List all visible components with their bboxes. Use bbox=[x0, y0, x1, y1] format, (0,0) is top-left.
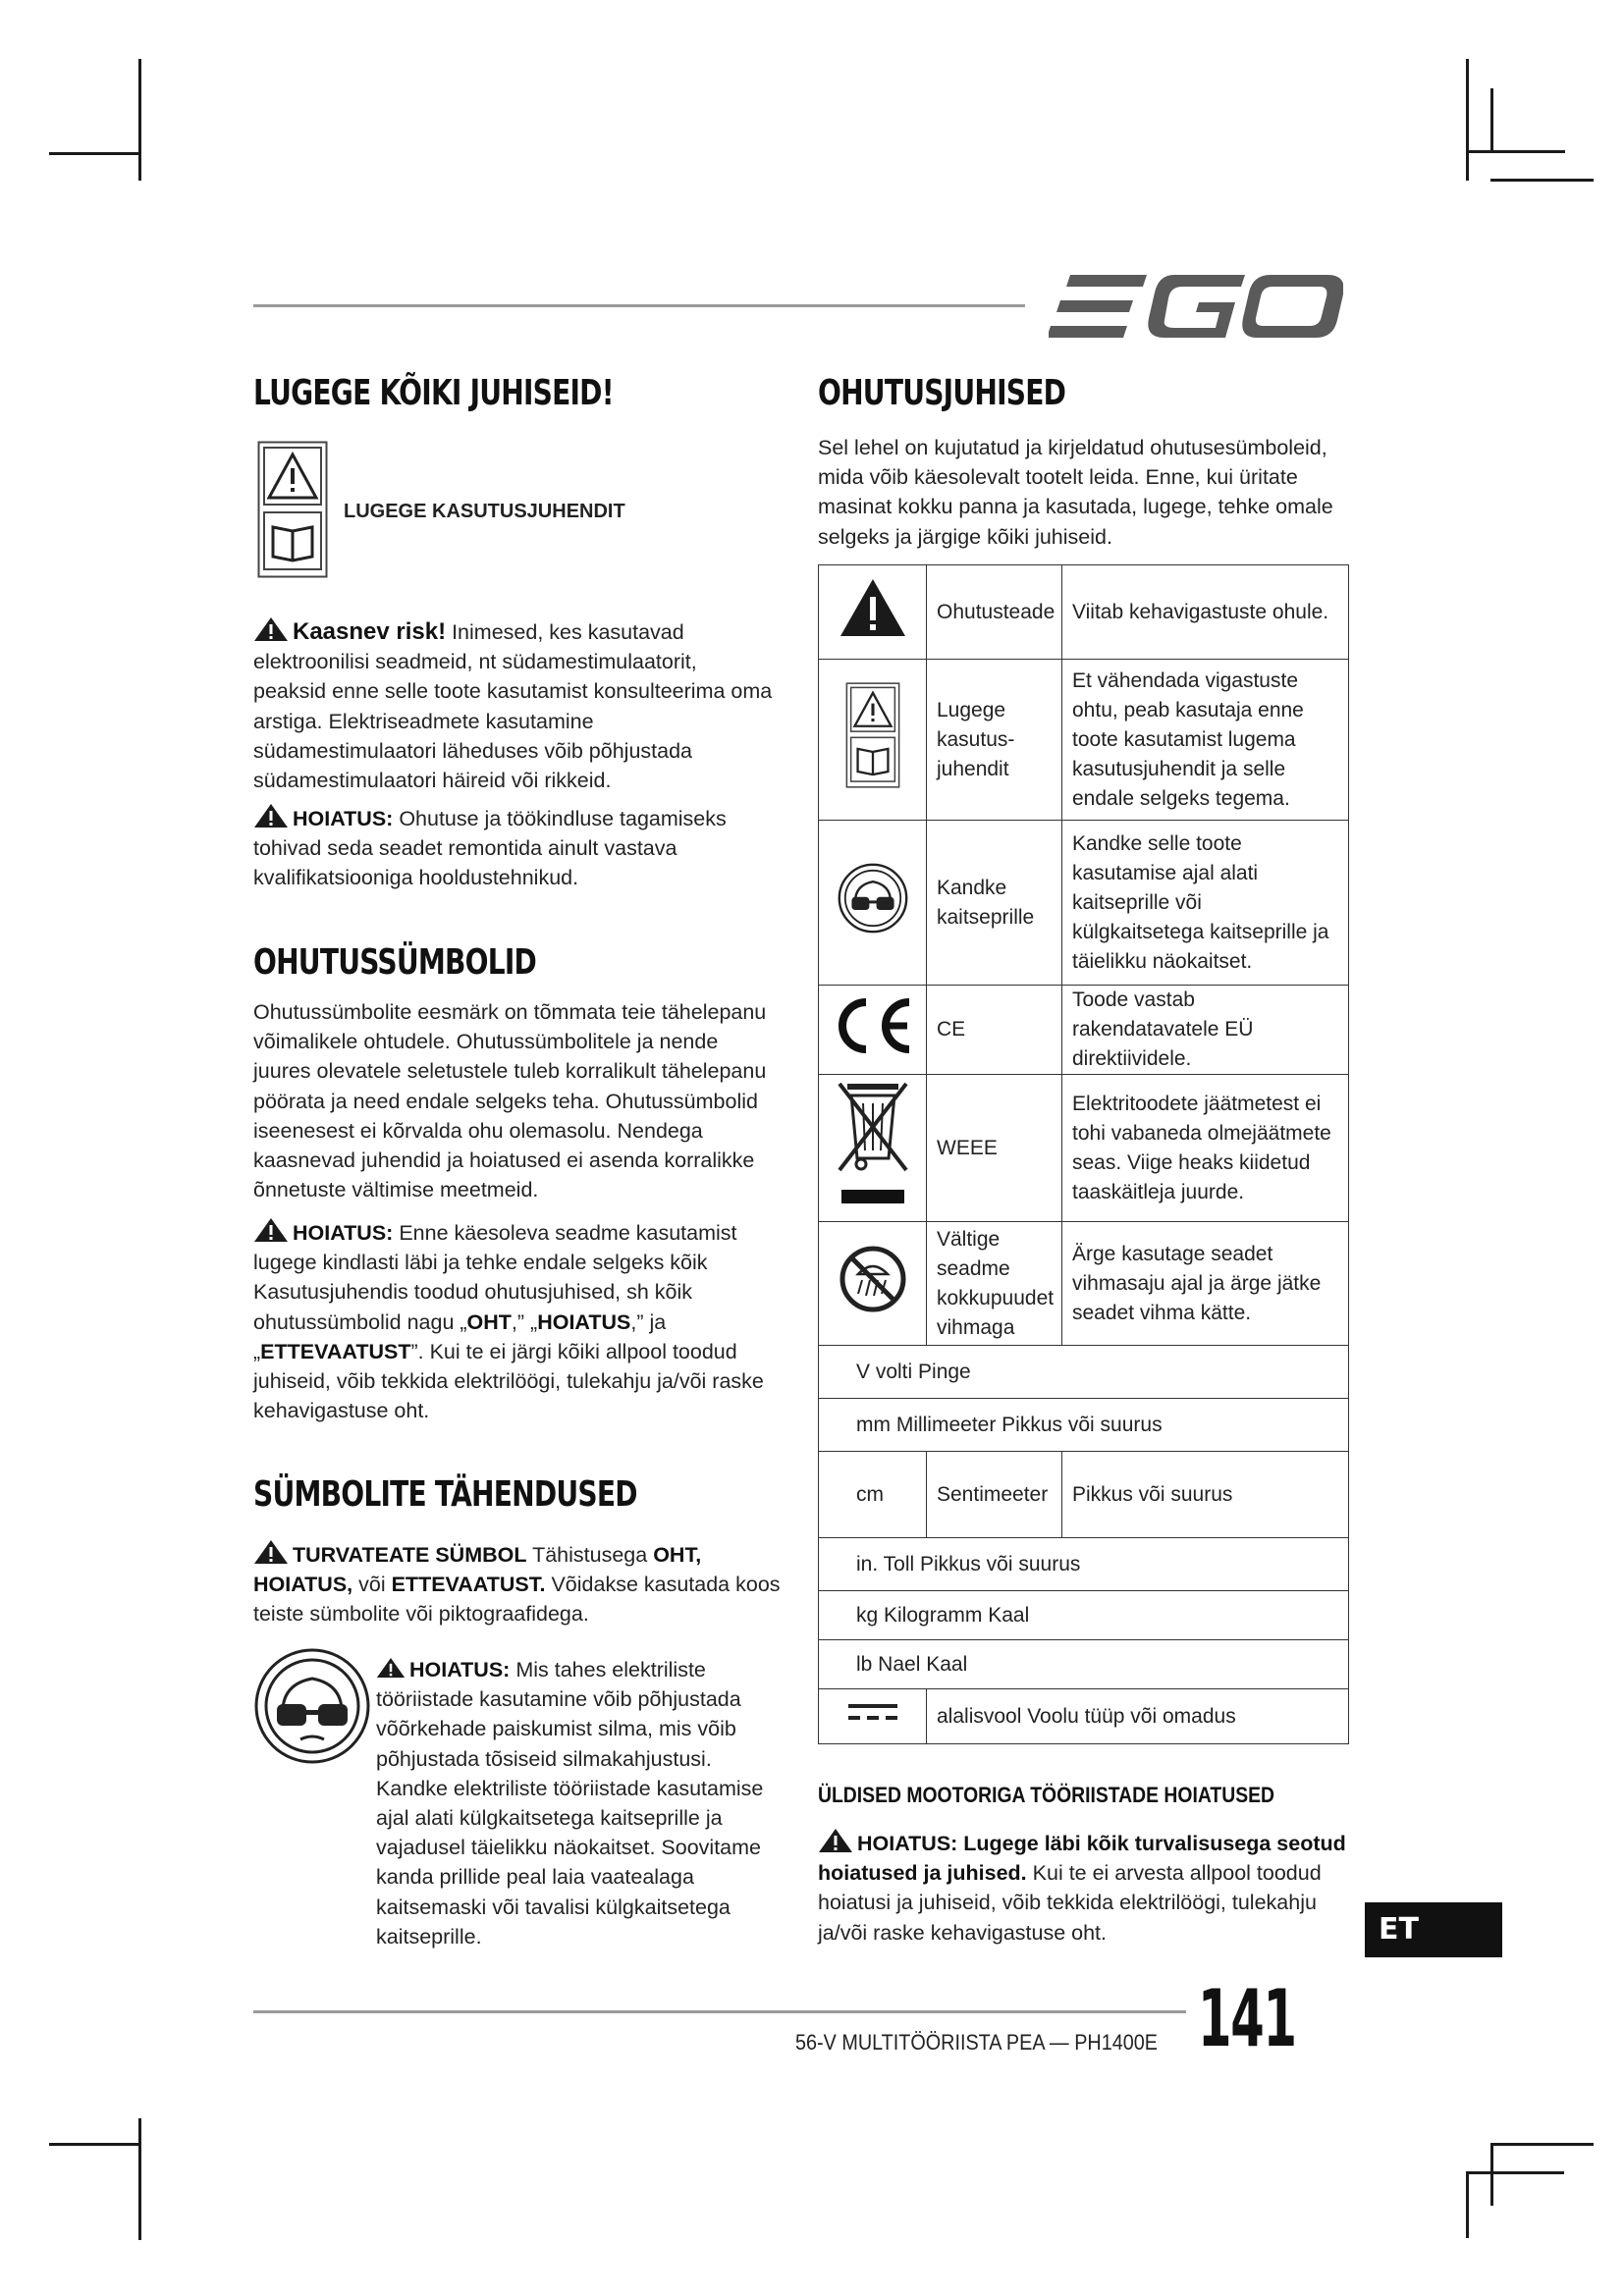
general-warnings-paragraph: HOIATUS: Lugege läbi kõik turvalisusega seotud hoiatused ja juhised. Kui te ei arvesta allpool toodud hoiatusi ja juhiseid, võib tekkida elektrilöögi, tulekahju ja/või raske kehavigastuse oht. bbox=[818, 1828, 1348, 1948]
safety-glasses-icon bbox=[253, 1647, 371, 1765]
table-row: kg Kilogramm Kaal bbox=[819, 1591, 1349, 1640]
risk-paragraph: Kaasnev risk! Inimesed, kes kasutavad elektroonilisi seadmeid, nt südamestimulaatorit, peaksid enne selle toote kasutamist konsulteerima oma arstiga. Elektriseadmete kasutamine südamestimulaatori läheduses võib põhjustada südamestimulaatori häireid või rikkeid. bbox=[253, 618, 773, 793]
crop-mark bbox=[1466, 2171, 1564, 2174]
ce-mark-icon bbox=[829, 996, 917, 1055]
crop-mark bbox=[1466, 2171, 1469, 2238]
eye-warning-paragraph: HOIATUS: Mis tahes elektriliste tööriistade kasutamine võib põhjustada võõrkehade paiskumist silma, mis võib põhjustada tõsiseid silmakahjustusi. Kandke elektriliste tööriistade kasutamise ajal alati külgkaitsetega kaitseprille ja vajadusel täielikku näokaitset. Soovitame kanda prillide peal laia vaatealaga kaitsemaski või tavalisi külgkaitsetega kaitseprille. bbox=[376, 1658, 764, 1949]
header-rule bbox=[253, 304, 1025, 307]
table-row: lb Nael Kaal bbox=[819, 1640, 1349, 1689]
symbols-paragraph: Ohutussümbolite eesmärk on tõmmata teie tähelepanu võimalikele ohtudele. Ohutussümbolitele ja nende juures olevatele seletustele tuleb korralikult tähelepanu pöörata ja need endale selgeks teha. Ohutussümbolid iseenesest ei kõrvalda ohu olemasolu. Nendega kaasnevad juhendid ja hoiatused ei asenda korralikke õnnetuste vältimise meetmeid. bbox=[253, 1000, 767, 1202]
warning-icon bbox=[253, 1539, 289, 1565]
safety-alert-paragraph: TURVATEATE SÜMBOL Tähistusega OHT, HOIATUS, või ETTEVAATUST. Võidakse kasutada koos teiste sümbolite või piktograafidega. bbox=[253, 1539, 784, 1629]
warning-icon bbox=[253, 616, 289, 642]
warning-icon bbox=[376, 1656, 406, 1680]
crop-mark bbox=[1490, 88, 1493, 151]
warning-icon bbox=[818, 1828, 853, 1853]
general-warnings-heading: ÜLDISED MOOTORIGA TÖÖRIISTADE HOIATUSED bbox=[818, 1783, 1275, 1807]
crop-mark bbox=[138, 2118, 141, 2240]
heading-symbol-meanings: SÜMBOLITE TÄHENDUSED bbox=[253, 1474, 637, 1515]
warning-icon bbox=[253, 803, 289, 828]
table-row: Ohutusteade Viitab kehavigastuste ohule. bbox=[819, 565, 1349, 660]
crop-mark bbox=[1490, 179, 1594, 182]
heading-safety-instructions: OHUTUSJUHISED bbox=[818, 373, 1066, 413]
table-row: in. Toll Pikkus või suurus bbox=[819, 1538, 1349, 1591]
table-row: V volti Pinge bbox=[819, 1346, 1349, 1399]
table-row: WEEE Elektritoodete jäätmetest ei tohi vabaneda olmejäätmete seas. Viige heaks kiidetud taaskäitleja juurde. bbox=[819, 1075, 1349, 1222]
table-row: cm Sentimeeter Pikkus või suurus bbox=[819, 1452, 1349, 1538]
table-row: Vältige seadme kokkupuudet vihmaga Ärge kasutage seadet vihmasaju ajal ja ärge jätke seadet vihma kätte. bbox=[819, 1222, 1349, 1346]
crop-mark bbox=[138, 59, 141, 181]
footer-product-title: 56-V MULTITÖÖRIISTA PEA — PH1400E bbox=[795, 2030, 1158, 2055]
safety-glasses-icon bbox=[838, 863, 908, 934]
table-row: alalisvool Voolu tüüp või omadus bbox=[819, 1689, 1349, 1744]
crop-mark bbox=[1467, 150, 1565, 153]
page-number: 141 bbox=[1198, 1973, 1296, 2064]
read-manual-label: LUGEGE KASUTUSJUHENDIT bbox=[344, 501, 625, 522]
table-row: mm Millimeeter Pikkus või suurus bbox=[819, 1399, 1349, 1452]
heading-safety-symbols: OHUTUSSÜMBOLID bbox=[253, 942, 537, 983]
warning-read-paragraph: HOIATUS: Enne käesoleva seadme kasutamist lugege kindlasti läbi ja tehke endale selgeks kõik Kasutusjuhendis toodud ohutusjuhised, sh kõik ohutussümbolid nagu „OHT,” „HOIATUS,” ja „ETTEVAATUST”. Kui te ei järgi kõiki allpool toodud juhiseid, võib tekkida elektrilöögi, tulekahju ja/või raske kehavigastuse oht. bbox=[253, 1217, 769, 1425]
read-manual-icon bbox=[845, 682, 900, 788]
warning-icon bbox=[253, 1217, 289, 1243]
symbols-table bbox=[818, 564, 1349, 1744]
table-row: Kandke kaitseprille Kandke selle toote kasutamise ajal alati kaitseprille või külgkaitsetega kaitseprille ja täielikku näokaitset. bbox=[819, 821, 1349, 986]
footer-rule bbox=[253, 2010, 1186, 2013]
ego-logo bbox=[1049, 269, 1343, 342]
read-manual-icon bbox=[257, 441, 328, 578]
dc-current-icon bbox=[848, 1700, 897, 1724]
crop-mark bbox=[1466, 59, 1469, 181]
table-row: CE Toode vastab rakendatavatele EÜ direktiividele. bbox=[819, 986, 1349, 1075]
language-tab: ET bbox=[1365, 1902, 1502, 1957]
no-rain-icon bbox=[839, 1245, 907, 1313]
crop-mark bbox=[1490, 2143, 1594, 2146]
weee-bin-icon bbox=[836, 1080, 910, 1207]
heading-read-all: LUGEGE KÕIKI JUHISEID! bbox=[253, 373, 614, 413]
warning-repair-paragraph: HOIATUS: Ohutuse ja töökindluse tagamiseks tohivad seda seadet remontida ainult vastava kvalifikatsiooniga hooldustehnikud. bbox=[253, 803, 774, 893]
crop-mark bbox=[1490, 2143, 1493, 2206]
intro-paragraph: Sel lehel on kujutatud ja kirjeldatud ohutusesümboleid, mida võib käesolevalt tootelt leida. Enne, kui üritate masinat kokku panna ja kasutada, lugege, tehke omale selgeks ja järgige kõiki juhiseid. bbox=[818, 436, 1333, 549]
crop-mark bbox=[49, 152, 139, 155]
crop-mark bbox=[49, 2143, 139, 2146]
table-row: Lugege kasutus-juhendit Et vähendada vigastuste ohtu, peab kasutaja enne toote kasutamist lugema kasutusjuhendit ja selle endale selgeks tegema. bbox=[819, 660, 1349, 821]
warning-icon bbox=[839, 577, 907, 638]
